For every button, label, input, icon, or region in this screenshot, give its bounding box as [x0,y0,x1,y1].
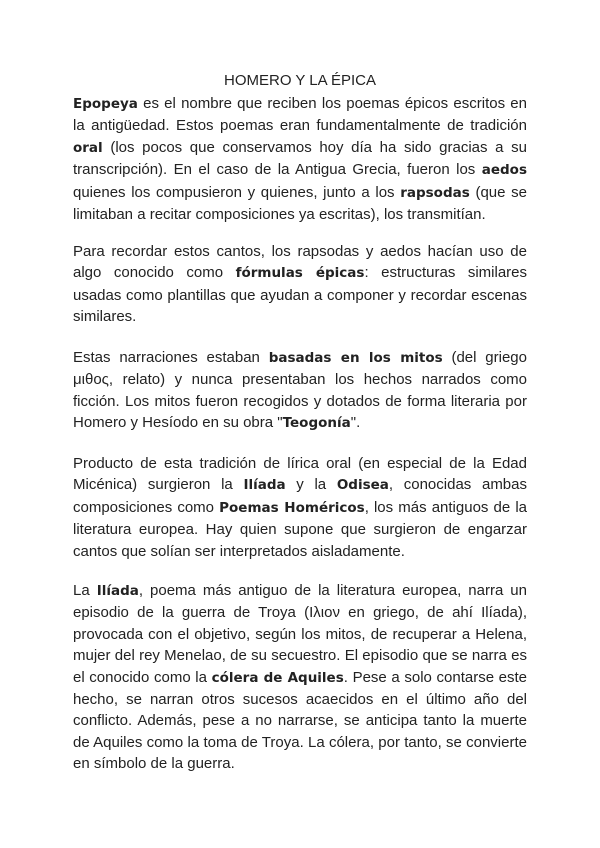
text-run: Para recordar estos cantos, los rapsodas y aedos hacían uso de algo conocido como [73,243,527,282]
bold-term: oral [73,139,103,156]
text-run: (del griego μιθος, relato) y nunca presentaban los hechos narrados como ficción. Los mitos fueron recogidos y dotados de forma literaria por Homero y Hesíodo en su obra " [73,349,527,432]
bold-term: fórmulas épicas [235,265,365,282]
text-run: ". [350,414,361,432]
text-run: , conocidas ambas composiciones como [73,476,527,516]
text-run: quienes los compusieron y quienes, junto a los [73,183,401,201]
document-title: HOMERO Y LA ÉPICA [224,72,376,89]
paragraph-poemas-homericos [73,453,527,562]
paragraph-mitos [73,347,527,435]
bold-term: Poemas Homéricos [219,499,365,516]
text-run: (que se limitaban a recitar composiciones ya escritas), los transmitían. [73,183,527,224]
bold-term: Epopeya [73,96,138,112]
text-run: : estructuras similares usadas como plantillas que ayudan a componer y recordar escenas similares. [73,264,527,326]
text-run: y la [285,476,337,494]
bold-term: Odisea [336,477,389,494]
paragraph-iliada [73,580,527,775]
bold-term: cólera de Aquiles [211,669,344,686]
bold-term: Ilíada [243,477,286,494]
text-run: . Pese a solo contarse este hecho, se narran otros sucesos acaecidos en el último año del conflicto. Además, pese a no narrarse, se anticipa tanto la muerte de Aquiles como la toma de Troya. La cólera, por tanto, se convierte en símbolo de la guerra. [73,668,528,773]
paragraph-formulas-epicas [73,241,527,328]
text-run: La [73,582,97,599]
bold-term: basadas en los mitos [268,350,443,366]
paragraph-epopeya [73,93,527,225]
text-run: es el nombre que reciben los poemas épicos escritos en la antigüedad. Estos poemas eran fundamentalmente de tradición [73,95,527,135]
bold-term: aedos [481,162,527,179]
text-run: Estas narraciones estaban [73,349,269,366]
bold-term: rapsodas [400,184,470,201]
text-run: , los más antiguos de la literatura europea. Hay quien supone que surgieron de engarzar cantos que solían ser interpretados aisladamente. [73,498,527,560]
text-run: (los pocos que conservamos hoy día ha sido gracias a su transcripción). En el caso de la Antigua Grecia, fueron los [73,138,527,179]
bold-term: Teogonía [282,415,351,432]
text-run: , poema más antiguo de la literatura europea, narra un episodio de la guerra de Troya (Ιλιον en griego, de ahí Ilíada), provocada con el objetivo, según los mitos, de recuperar a Helena, mujer del rey Menelao, de su secuestro. El episodio que se narra es el conocido como la [73,582,527,686]
text-run: Producto de esta tradición de lírica oral (en especial de la Edad Micénica) surgieron la [73,455,527,494]
bold-term: Ilíada [96,583,139,599]
